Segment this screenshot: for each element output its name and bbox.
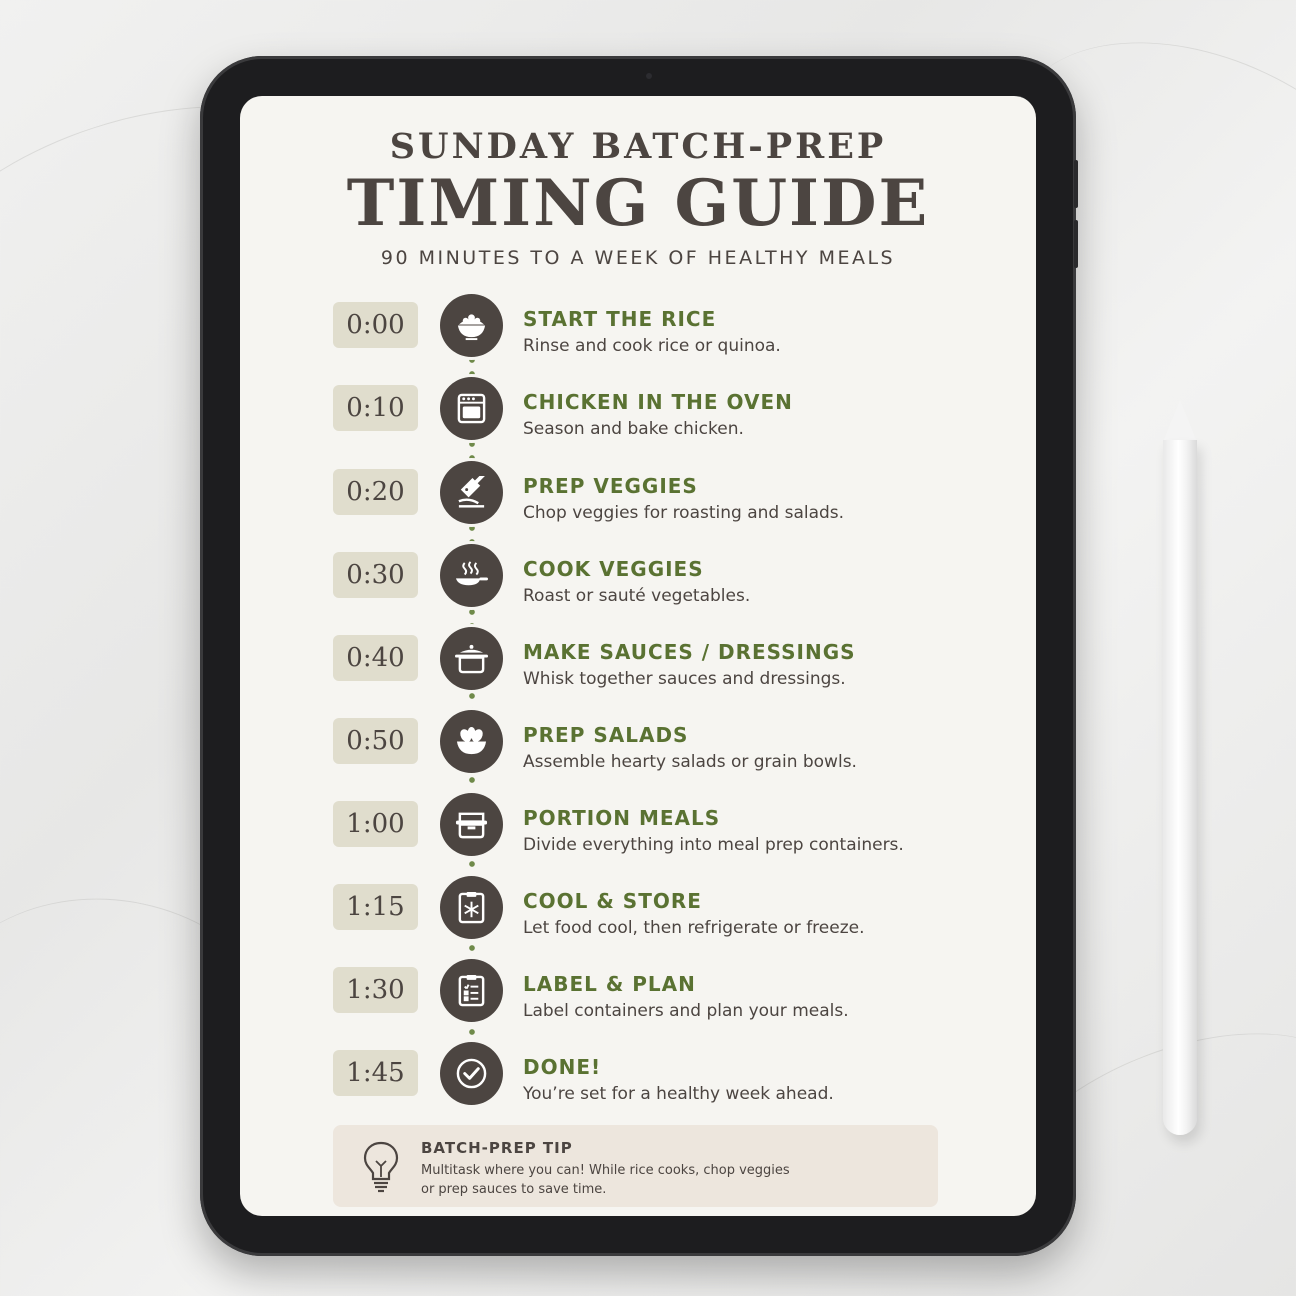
step-title: LABEL & PLAN xyxy=(523,972,696,996)
volume-button xyxy=(1074,220,1078,268)
step-description: Rinse and cook rice or quinoa. xyxy=(523,336,781,356)
step-title: START THE RICE xyxy=(523,307,717,331)
tip-text-line: or prep sauces to save time. xyxy=(421,1182,607,1197)
step-title: CHICKEN IN THE OVEN xyxy=(523,390,793,414)
rice-bowl-icon xyxy=(440,294,503,357)
timeline-step xyxy=(240,377,1036,447)
step-description: Season and bake chicken. xyxy=(523,419,744,439)
front-camera xyxy=(646,73,652,79)
step-description: Whisk together sauces and dressings. xyxy=(523,669,846,689)
time-badge: 0:50 xyxy=(333,718,418,764)
step-description: Divide everything into meal prep containers. xyxy=(523,835,904,855)
timeline-step xyxy=(240,959,1036,1029)
time-badge: 1:00 xyxy=(333,801,418,847)
salad-bowl-icon xyxy=(440,710,503,773)
tablet-screen xyxy=(240,96,1036,1216)
cleaver-icon xyxy=(440,461,503,524)
guide-title-top: SUNDAY BATCH-PREP xyxy=(389,126,887,167)
tip-text xyxy=(421,1161,821,1199)
container-icon xyxy=(440,793,503,856)
time-badge: 1:45 xyxy=(333,1050,418,1096)
time-badge: 0:20 xyxy=(333,469,418,515)
time-badge: 0:00 xyxy=(333,302,418,348)
step-title: COOK VEGGIES xyxy=(523,557,704,581)
guide-subtitle: 90 MINUTES TO A WEEK OF HEALTHY MEALS xyxy=(380,247,896,269)
step-title: MAKE SAUCES / DRESSINGS xyxy=(523,640,856,664)
step-title: COOL & STORE xyxy=(523,889,702,913)
timeline-step xyxy=(240,627,1036,697)
step-description: Let food cool, then refrigerate or freeze. xyxy=(523,918,865,938)
checkmark-circle-icon xyxy=(440,1042,503,1105)
timeline-step xyxy=(240,544,1036,614)
timeline-step xyxy=(240,1042,1036,1112)
stylus-tip xyxy=(1163,400,1197,442)
timeline-step xyxy=(240,461,1036,531)
snowflake-clipboard-icon xyxy=(440,876,503,939)
timeline-step xyxy=(240,876,1036,946)
volume-button xyxy=(1074,160,1078,208)
step-description: You’re set for a healthy week ahead. xyxy=(523,1084,834,1104)
checklist-clipboard-icon xyxy=(440,959,503,1022)
batch-prep-tip xyxy=(333,1125,938,1207)
time-badge: 0:30 xyxy=(333,552,418,598)
time-badge: 1:15 xyxy=(333,884,418,930)
step-description: Label containers and plan your meals. xyxy=(523,1001,849,1021)
step-title: PREP SALADS xyxy=(523,723,689,747)
step-description: Roast or sauté vegetables. xyxy=(523,586,751,606)
stylus-pencil xyxy=(1163,440,1197,1135)
guide-title-main: TIMING GUIDE xyxy=(346,166,930,241)
step-title: DONE! xyxy=(523,1055,602,1079)
step-title: PORTION MEALS xyxy=(523,806,721,830)
tip-text-line: Multitask where you can! While rice cooks, chop veggies xyxy=(421,1163,790,1178)
oven-icon xyxy=(440,377,503,440)
time-badge: 1:30 xyxy=(333,967,418,1013)
step-description: Assemble hearty salads or grain bowls. xyxy=(523,752,857,772)
time-badge: 0:10 xyxy=(333,385,418,431)
timeline-step xyxy=(240,294,1036,364)
lightbulb-icon xyxy=(361,1139,401,1195)
timeline-step xyxy=(240,793,1036,863)
step-title: PREP VEGGIES xyxy=(523,474,698,498)
time-badge: 0:40 xyxy=(333,635,418,681)
timeline-step xyxy=(240,710,1036,780)
tip-title: BATCH-PREP TIP xyxy=(421,1139,573,1157)
saucepan-icon xyxy=(440,627,503,690)
step-description: Chop veggies for roasting and salads. xyxy=(523,503,845,523)
frying-pan-icon xyxy=(440,544,503,607)
